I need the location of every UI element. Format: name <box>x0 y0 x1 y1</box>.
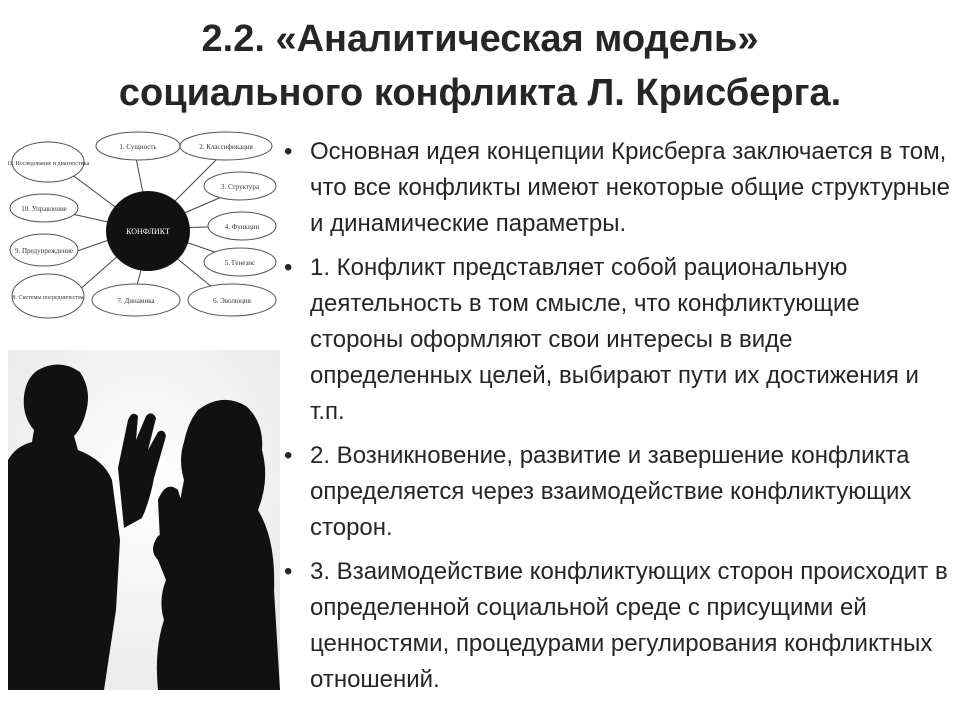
diagram-svg <box>8 128 280 340</box>
diagram-node-1: 1. Сущность <box>119 143 157 151</box>
slide-title-line-1: 2.2. «Аналитическая модель» <box>201 18 759 60</box>
bullet-marker: • <box>284 442 293 469</box>
bullet-text-1: Основная идея концепции Крисберга заключается в том, что все конфликты имеют некоторые общие структурные и динамические параметры. <box>310 138 950 237</box>
diagram-node-4: 4. Функции <box>224 223 260 231</box>
bullet-text-4: 3. Взаимодействие конфликтующих сторон происходит в определенной социальной среде с присущими ей ценностями, процедурами регулирования конфликтных отношений. <box>310 558 948 693</box>
silhouette-svg <box>8 350 280 690</box>
diagram-node-6: 6. Эволюция <box>213 297 251 305</box>
diagram-node-11: 11. Исследование и диагностика <box>8 161 90 167</box>
diagram-node-10: 10. Управление <box>21 205 67 213</box>
diagram-node-5: 5. Генезис <box>224 259 256 267</box>
conflict-model-diagram <box>8 128 280 340</box>
bullet-marker: • <box>284 254 293 281</box>
bullet-item-2 <box>282 250 952 430</box>
bullet-item-1 <box>282 134 952 242</box>
bullet-item-4 <box>282 554 952 698</box>
diagram-node-8: 8. Системы посредничества <box>12 295 84 301</box>
slide-title-line-2: социального конфликта Л. Крисберга. <box>118 72 842 114</box>
conflict-silhouette-photo <box>8 350 280 690</box>
bullet-marker: • <box>284 138 293 165</box>
bullet-item-3 <box>282 438 952 546</box>
slide-title <box>40 12 920 120</box>
diagram-node-2: 2. Классификация <box>199 143 253 151</box>
bullet-marker: • <box>284 558 293 585</box>
diagram-node-9: 9. Предупреждение <box>14 247 74 255</box>
bullet-list <box>282 134 952 706</box>
diagram-node-7: 7. Динамика <box>117 297 155 305</box>
bullet-text-3: 2. Возникновение, развитие и завершение конфликта определяется через взаимодействие конфликтующих сторон. <box>310 442 912 541</box>
diagram-node-3: 3. Структура <box>220 183 260 191</box>
diagram-center-label: КОНФЛИКТ <box>126 227 170 236</box>
bullet-text-2: 1. Конфликт представляет собой рациональную деятельность в том смысле, что конфликтующие стороны оформляют свои интересы в виде определенных целей, выбирают пути их достижения и т.п. <box>310 254 919 425</box>
